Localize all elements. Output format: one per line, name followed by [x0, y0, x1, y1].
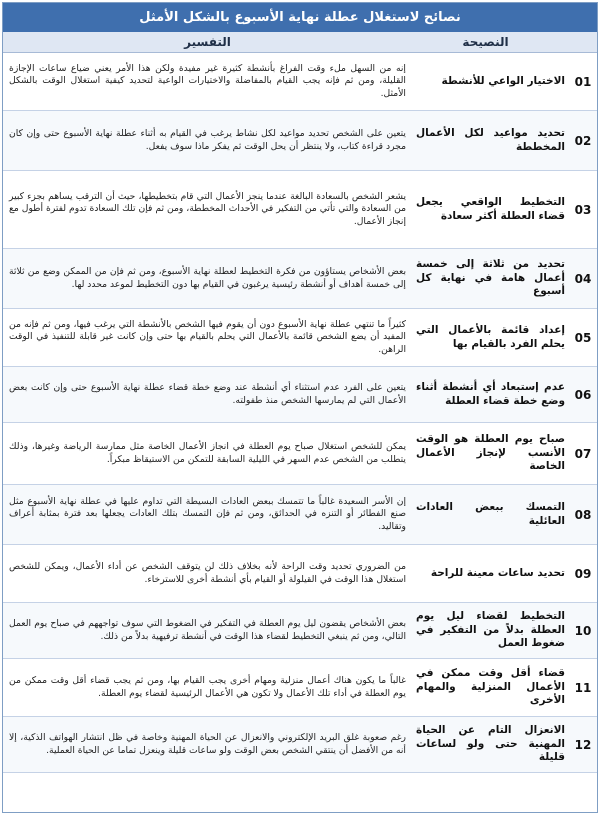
row-number: 12 — [574, 737, 592, 752]
table-row — [3, 367, 597, 423]
row-tip: إعداد قائمة بالأعمال التي يحلم الفرد بالقيام بها — [416, 323, 565, 350]
row-number: 04 — [574, 271, 592, 286]
row-explanation: يتعين على الفرد عدم استثناء أي أنشطة عند وضع خطة قضاء عطلة نهاية الأسبوع حتى وإن كانت بعض الأعمال التي لم يمارسها الشخص منذ طفولته. — [9, 382, 406, 406]
header-number-cell — [559, 32, 597, 52]
table-row — [3, 603, 597, 659]
row-number: 03 — [574, 202, 592, 217]
row-number: 06 — [574, 387, 592, 402]
table-header — [3, 32, 597, 53]
row-explanation: يتعين على الشخص تحديد مواعيد لكل نشاط يرغب في القيام به أثناء عطلة نهاية الأسبوع حتى وإن كان مجرد قراءة كتاب، ولا ينتظر أن يحل الوقت ثم يفكر ماذا سوف يفعل. — [9, 128, 406, 152]
row-tip: صباح يوم العطلة هو الوقت الأنسب لإنجاز الأعمال الخاصة — [416, 433, 565, 473]
row-explanation: من الضروري تحديد وقت الراحة لأنه بخلاف ذلك لن يتوقف الشخص عن أداء الأعمال، ويمكن للشخص استغلال هذا الوقت في القيلولة أو القيام بأي أنشطة أخرى للاسترخاء. — [9, 561, 406, 585]
row-tip: الاختيار الواعي للأنشطة — [441, 74, 565, 87]
row-number: 09 — [574, 566, 592, 581]
table-row — [3, 111, 597, 171]
row-explanation: يشعر الشخص بالسعادة البالغة عندما ينجز الأعمال التي قام بتخطيطها، حيث أن الترقب يساهم بجزء كبير من السعادة والتي تأتي من التفكير في الأحداث المخططة، ومن ثم فإن تلك السعادة تدوم لفترة أطول مع إنجاز الأعمال. — [9, 190, 406, 227]
table-row — [3, 53, 597, 111]
tips-table — [2, 2, 598, 813]
row-tip: تحديد مواعيد لكل الأعمال المخططة — [416, 126, 565, 153]
table-row — [3, 659, 597, 717]
table-row — [3, 485, 597, 545]
row-explanation: بعض الأشخاص يستاؤون من فكرة التخطيط لعطلة نهاية الأسبوع، ومن ثم فإن من الممكن وضع من ثلاثة إلى خمسة أهداف أو أنشطة رئيسية يرغبون في القيام بها دون التخطيط لموعد محدد لها. — [9, 266, 406, 290]
row-explanation: إن الأسر السعيدة غالباً ما تتمسك ببعض العادات البسيطة التي تداوم عليها في عطلة نهاية الأسبوع مثل صنع الفطائر أو التنزه في الحدائق، ومن ثم فإن التمسك بتلك العادات يجعلها بعد فترة بمثابة أعراف وتقاليد. — [9, 495, 406, 532]
row-number: 01 — [574, 74, 592, 89]
table-row — [3, 717, 597, 773]
row-explanation: إنه من السهل ملء وقت الفراغ بأنشطة كثيرة غير مفيدة ولكن هذا الأمر يعني ضياع ساعات الإجازة القليلة، ومن ثم فإنه يجب القيام بالمفاضلة والاختيارات الواعية لتحديد كيفية استغلال الوقت بالشكل الأمثل. — [9, 62, 406, 99]
row-tip: الانعزال التام عن الحياة المهنية حتى ولو لساعات قليلة — [416, 724, 565, 764]
table-body — [3, 53, 597, 773]
row-tip: تحديد ساعات معينة للراحة — [430, 566, 565, 579]
row-explanation: غالباً ما يكون هناك أعمال منزلية ومهام أخرى يجب القيام بها، ومن ثم يجب قضاء أقل وقت ممكن من يوم العطلة في أداء تلك الأعمال ولا تكون هي الأعمال الرئيسية لقضاء يوم العطلة. — [9, 675, 406, 699]
row-number: 07 — [574, 446, 592, 461]
row-number: 08 — [574, 507, 592, 522]
row-number: 10 — [574, 623, 592, 638]
row-tip: تحديد من ثلاثة إلى خمسة أعمال هامة في نهاية كل أسبوع — [416, 258, 565, 298]
table-row — [3, 171, 597, 249]
row-explanation: بعض الأشخاص يقضون ليل يوم العطلة في التفكير في الضغوط التي سوف تواجههم في صباح يوم العمل التالي، ومن ثم ينبغي التخطيط لقضاء هذا الوقت في أنشطة ترفيهية بدلاً من ذلك. — [9, 618, 406, 642]
header-tip: النصيحة — [462, 35, 509, 49]
row-tip: التخطيط لقضاء ليل يوم العطلة بدلاً من التفكير في ضغوط العمل — [416, 610, 565, 650]
row-number: 11 — [574, 680, 592, 695]
row-explanation: يمكن للشخص استغلال صباح يوم العطلة في انجاز الأعمال الخاصة مثل ممارسة الرياضة وغيرها، وذلك يتطلب من الشخص عدم السهر في الليلية السابقة للتمكن من الاستيقاظ مبكراً. — [9, 441, 406, 465]
row-tip: التمسك ببعض العادات العائلية — [416, 500, 565, 527]
table-title: نصائح لاستغلال عطلة نهاية الأسبوع بالشكل الأمثل — [3, 3, 597, 32]
table-row — [3, 309, 597, 367]
table-row — [3, 249, 597, 309]
row-tip: قضاء أقل وقت ممكن في الأعمال المنزلية والمهام الأخرى — [416, 667, 565, 707]
row-explanation: رغم صعوبة غلق البريد الإلكتروني والانعزال عن الحياة المهنية وخاصة في ظل انتشار الهواتف الذكية، إلا أنه من الأفضل أن ينتقي الشخص بعض الوقت ولو ساعات قليلة وينعزل تماما عن الحياة العملية. — [9, 732, 406, 756]
row-number: 02 — [574, 133, 592, 148]
row-tip: التخطيط الواقعي يجعل قضاء العطلة أكثر سعادة — [416, 195, 565, 222]
row-explanation: كثيراً ما تنتهي عطلة نهاية الأسبوع دون أن يقوم فيها الشخص بالأنشطة التي يرغب فيها، ومن ثم فإنه من المفيد أن يضع الشخص قائمة بالأعمال التي يحلم بالقيام بها حتى وإن كانت غير قابلة للتنفيذ في الوقت الراهن. — [9, 318, 406, 355]
row-number: 05 — [574, 330, 592, 345]
header-explanation: التفسير — [184, 35, 231, 49]
table-row — [3, 423, 597, 485]
table-row — [3, 545, 597, 603]
row-tip: عدم إستبعاد أي أنشطة أثناء وضع خطة قضاء العطلة — [416, 380, 565, 407]
